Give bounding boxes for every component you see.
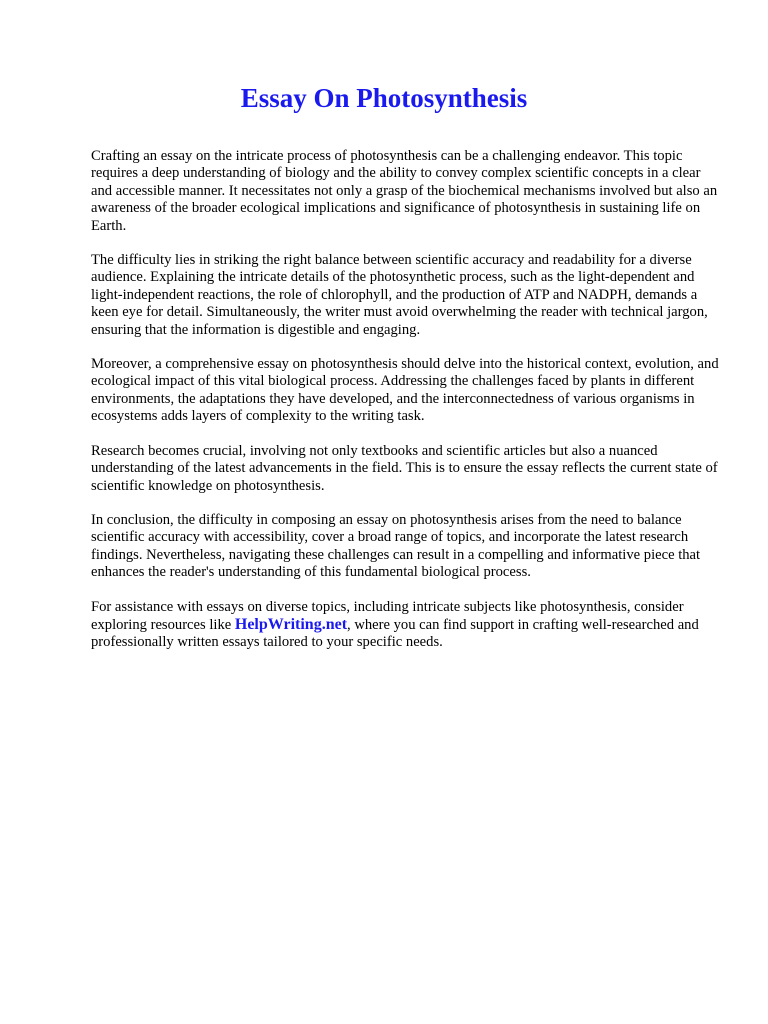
paragraph-difficulty: The difficulty lies in striking the right balance between scientific accuracy and readability for a diverse audience. Explaining the intricate details of the photosynthetic process, such as the light-dependent and light-independent reactions, the role of chlorophyll, and the production of ATP and NADPH, demands a keen eye for detail. Simultaneously, the writer must avoid overwhelming the reader with technical jargon, ensuring that the information is digestible and engaging. <box>91 252 708 338</box>
paragraph-context: Moreover, a comprehensive essay on photosynthesis should delve into the historical context, evolution, and ecological impact of this vital biological process. Addressing the challenges faced by plants in different environments, the adaptations they have developed, and the interconnectedness of various organisms in ecosystems adds layers of complexity to the writing task. <box>91 356 719 425</box>
helpwriting-link[interactable]: HelpWriting.net <box>234 615 348 633</box>
paragraph-assistance <box>91 599 722 652</box>
paragraph-intro: Crafting an essay on the intricate process of photosynthesis can be a challenging endeavor. This topic requires a deep understanding of biology and the ability to convey complex scientific concepts in a clear and accessible manner. It necessitates not only a grasp of the biochemical mechanisms involved but also an awareness of the broader ecological implications and significance of photosynthesis in sustaining life on Earth. <box>91 148 718 234</box>
page-title: Essay On Photosynthesis <box>240 83 528 113</box>
assistance-text-after: , where you can find support in crafting well-researched and professionally written essays tailored to your specific needs. <box>91 616 699 651</box>
assistance-text-before: For assistance with essays on diverse topics, including intricate subjects like photosynthesis, consider exploring resources like <box>91 598 684 633</box>
paragraph-conclusion: In conclusion, the difficulty in composing an essay on photosynthesis arises from the need to balance scientific accuracy with accessibility, cover a broad range of topics, and incorporate the latest research findings. Nevertheless, navigating these challenges can result in a compelling and informative piece that enhances the reader's understanding of this fundamental biological process. <box>91 511 701 581</box>
paragraph-research: Research becomes crucial, involving not only textbooks and scientific articles but also a nuanced understanding of the latest advancements in the field. This is to ensure the essay reflects the current state of scientific knowledge on photosynthesis. <box>91 442 718 494</box>
